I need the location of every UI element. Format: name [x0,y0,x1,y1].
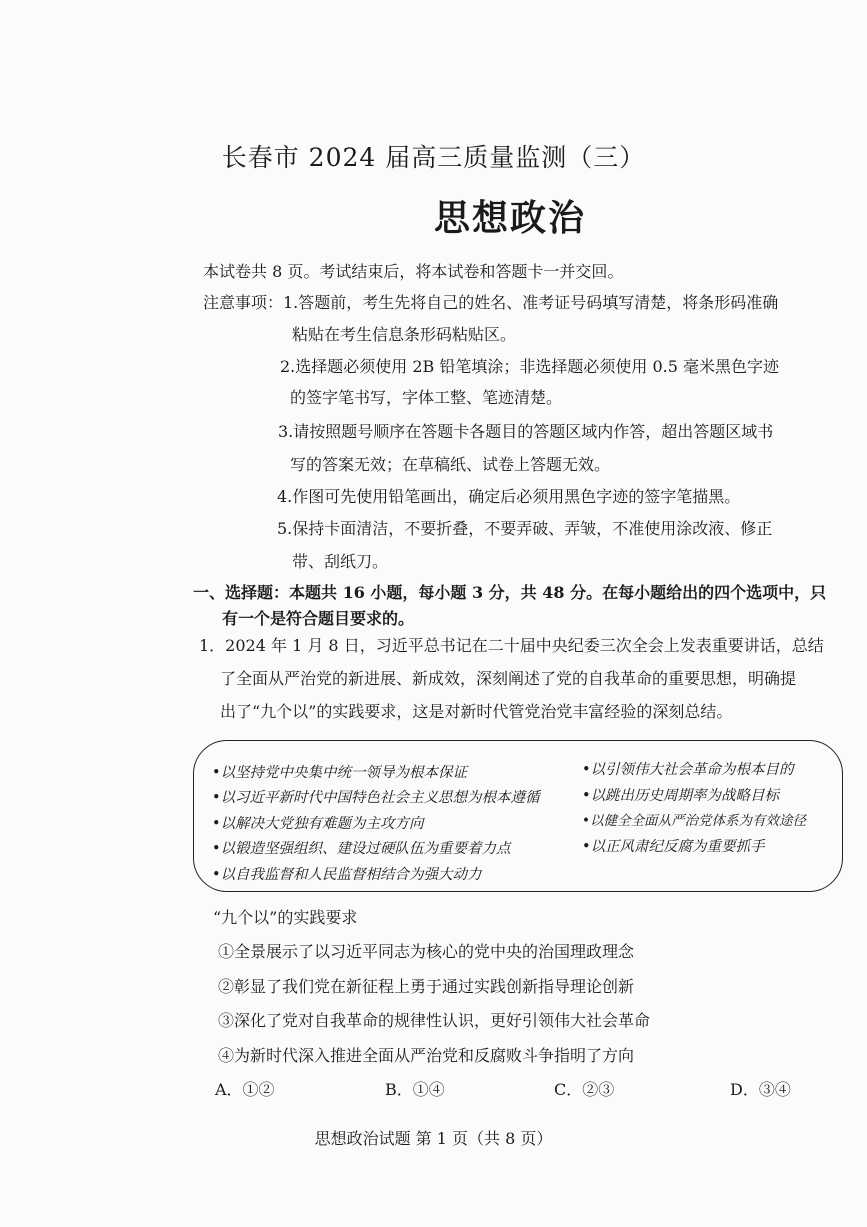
statement-3: ③深化了党对自我革命的规律性认识，更好引领伟大社会革命 [218,1011,651,1030]
box-item: •以跳出历史周期率为战略目标 [582,788,780,804]
box-item: •以健全全面从严治党体系为有效途径 [582,813,806,829]
statement-4: ④为新时代深入推进全面从严治党和反腐败斗争指明了方向 [218,1046,635,1065]
statement-1: ①全景展示了以习近平同志为核心的党中央的治国理政理念 [218,942,635,961]
box-caption: “九个以”的实践要求 [213,908,358,927]
notice-item-3-line2: 写的答案无效；在草稿纸、试卷上答题无效。 [290,455,611,474]
question-1-stem-line3: 出了“九个以”的实践要求，这是对新时代管党治党丰富经验的深刻总结。 [220,702,733,721]
notice-item-3-line1: 3.请按照题号顺序在答题卡各题目的答题区域内作答，超出答题区域书 [278,422,774,441]
box-item: •以坚持党中央集中统一领导为根本保证 [212,765,468,781]
section-heading-line2: 有一个是符合题目要求的。 [222,609,415,628]
notice-label: 注意事项： [203,293,284,312]
notice-item-1-line1: 1.答题前，考生先将自己的姓名、准考证号码填写清楚，将条形码准确 [283,293,779,312]
statement-2: ②彰显了我们党在新征程上勇于通过实践创新指导理论创新 [218,977,635,996]
box-item: •以正风肃纪反腐为重要抓手 [582,839,765,855]
box-item: •以解决大党独有难题为主攻方向 [212,816,424,832]
box-item: •以锻造坚强组织、建设过硬队伍为重要着力点 [212,841,511,857]
page-footer: 思想政治试题 第 1 页（共 8 页） [314,1129,553,1148]
notice-item-4-line1: 4.作图可先使用铅笔画出，确定后必须用黑色字迹的签字笔描黑。 [277,487,741,506]
box-item: •以习近平新时代中国特色社会主义思想为根本遵循 [212,790,540,806]
notice-item-1-line2: 粘贴在考生信息条形码粘贴区。 [292,325,517,344]
question-1-stem-line1: 1．2024 年 1 月 8 日，习近平总书记在二十届中央纪委三次全会上发表重要讲话，总结 [199,636,824,655]
notice-item-5-line1: 5.保持卡面清洁，不要折叠，不要弄破、弄皱，不准使用涂改液、修正 [277,519,773,538]
box-item: •以引领伟大社会革命为根本目的 [582,762,794,778]
notice-item-2-line1: 2.选择题必须使用 2B 铅笔填涂；非选择题必须使用 0.5 毫米黑色字迹 [280,357,779,376]
exam-title: 思想政治 [433,197,586,239]
box-item: •以自我监督和人民监督相结合为强大动力 [212,867,482,883]
notice-item-2-line2: 的签字笔书写，字体工整、笔迹清楚。 [290,388,563,407]
option-c[interactable]: C．②③ [554,1080,615,1099]
intro-text: 本试卷共 8 页。考试结束后，将本试卷和答题卡一并交回。 [203,262,624,281]
option-d[interactable]: D．③④ [730,1080,791,1099]
exam-subtitle: 长春市 2024 届高三质量监测（三） [221,143,646,172]
section-heading-line1: 一、选择题：本题共 16 小题，每小题 3 分，共 48 分。在每小题给出的四个选项中，只 [193,583,827,602]
option-a[interactable]: A．①② [215,1080,275,1099]
option-b[interactable]: B．①④ [385,1080,445,1099]
notice-item-5-line2: 带、刮纸刀。 [292,552,389,571]
question-1-stem-line2: 了全面从严治党的新进展、新成效，深刻阐述了党的自我革命的重要思想，明确提 [220,669,797,688]
